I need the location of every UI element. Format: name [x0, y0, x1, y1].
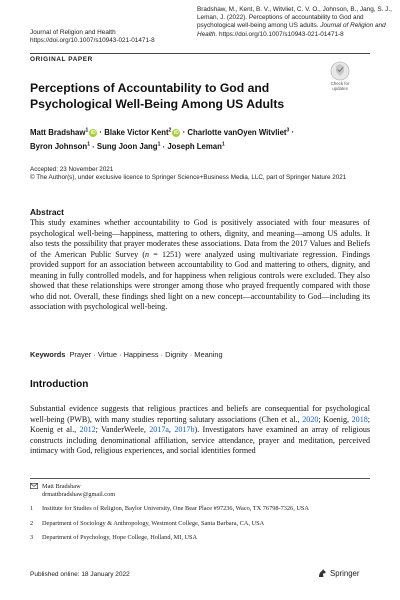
- footnote-rule: [30, 478, 370, 479]
- citation-link[interactable]: 2017a: [149, 425, 169, 435]
- citation-doi-link[interactable]: https://doi.org/10.1007/s10943-021-01471-8: [217, 30, 344, 38]
- section-label: ORIGINAL PAPER: [30, 56, 93, 63]
- correspondent-name: Matt Bradshaw: [42, 483, 81, 490]
- copyright-notice: © The Author(s), under exclusive licence to Springer Science+Business Media, LLC, part of Springer Nature 2021: [30, 174, 347, 182]
- citation-link[interactable]: 2018: [351, 414, 368, 424]
- published-online-date: Published online: 18 January 2022: [30, 571, 130, 578]
- footnotes: [30, 483, 370, 548]
- author-separator: ·: [92, 142, 95, 152]
- journal-doi-link[interactable]: https://doi.org/10.1007/s10943-021-01471-8: [30, 37, 155, 45]
- springer-horse-icon: [317, 568, 327, 578]
- author-separator: ·: [99, 127, 103, 137]
- author-list: [30, 124, 350, 153]
- orcid-icon[interactable]: iD: [90, 129, 96, 136]
- keyword: Happiness: [123, 350, 159, 359]
- abstract-heading: Abstract: [30, 207, 64, 217]
- publisher-name: Springer: [330, 568, 360, 578]
- check-updates-label: Check for updates: [330, 81, 350, 91]
- author[interactable]: Blake Victor Kent$^2$ iD: [104, 127, 179, 137]
- citation-note: Bradshaw, M., Kent, B. V., Witvliet, C. V. O., Johnson, B., Jang, S. J., Leman, J. (2022). Perceptions of accountability to God and psychological well-being among US adults. Journal of Religion and Health. https://doi.org/10.1007/s10943-021-01471-8: [197, 6, 392, 38]
- affiliation: 3 Department of Psychology, Hope College, Holland, MI, USA: [30, 533, 198, 541]
- springer-logo: [317, 568, 359, 578]
- citation-link[interactable]: 2012: [79, 425, 96, 435]
- keyword: Dignity: [165, 350, 188, 359]
- journal-name: Journal of Religion and Health: [30, 29, 116, 36]
- publication-dates: [30, 166, 360, 182]
- keyword: Meaning: [194, 350, 223, 359]
- mail-icon: [30, 483, 38, 489]
- author[interactable]: Matt Bradshaw$^1$ iD: [30, 127, 96, 137]
- orcid-icon[interactable]: iD: [173, 129, 179, 136]
- author[interactable]: Sung Joon Jang$^1$: [96, 141, 161, 152]
- correspondent-email-link[interactable]: drmattbradshaw@gmail.com: [42, 491, 116, 499]
- keyword: Prayer: [69, 350, 92, 359]
- check-updates-icon: [330, 61, 350, 81]
- correspondence: [30, 483, 370, 499]
- citation-link[interactable]: 2020: [302, 414, 319, 424]
- introduction-text: Substantial evidence suggests that religious practices and beliefs are consequential for psychological well-being (PWB), with many studies reporting salutary associations (Chen et al., 2020; Koenig, 2018; Koenig et al., 2012; VanderWeele, 2017a, 2017b). Investigators have examined an array of religious constructs including denominational affiliation, service attendance, prayer and meditation, perceived intimacy with God, religious experiences, and social identities formed: [30, 404, 370, 456]
- author-separator: ·: [162, 142, 166, 152]
- author-separator: ·: [291, 127, 295, 137]
- journal-header: [30, 29, 155, 45]
- article-title: Perceptions of Accountability to God and Psychological Well‑Being Among US Adults: [30, 81, 285, 111]
- author-separator: ·: [182, 127, 186, 137]
- keywords-label: Keywords: [30, 350, 66, 359]
- abstract-text: This study examines whether accountability to God is positively associated with four measures of psychological well-being—happiness, mattering to others, dignity, and meaning—among US adults. It also tests the possibility that prayer moderates these associations. Data from the 2017 Values and Beliefs of the American Public Survey (n = 1251) were analyzed using multivariate regression. Findings provided support for an association between accountability to God and mattering to others, dignity, and meaning in fully controlled models, and for happiness when religious controls were excluded. They also showed that these relationships were stronger among those who prayed frequently compared with those who did not. Overall, these findings shed light on a new concept—accountability to God—including its association with psychological well-being.: [30, 218, 370, 312]
- citation-link[interactable]: 2017b: [174, 425, 195, 435]
- author[interactable]: Charlotte vanOyen Witvliet$^3$: [187, 127, 290, 137]
- accepted-date: Accepted: 23 November 2021: [30, 166, 114, 173]
- header-rule: [30, 53, 370, 54]
- author[interactable]: Joseph Leman$^1$: [167, 141, 225, 152]
- affiliation: 2 Department of Sociology & Anthropology, Westmont College, Santa Barbara, CA, USA: [30, 519, 265, 527]
- keywords: Keywords Prayer · Virtue · Happiness · Dignity · Meaning: [30, 350, 223, 359]
- author[interactable]: Byron Johnson$^1$: [30, 141, 90, 152]
- check-for-updates-button[interactable]: [325, 61, 355, 91]
- affiliation: 1 Institute for Studies of Religion, Baylor University, One Bear Place #97236, Waco, TX 76798-7326, USA: [30, 505, 309, 513]
- keyword: Virtue: [97, 350, 117, 359]
- introduction-heading: Introduction: [30, 379, 89, 390]
